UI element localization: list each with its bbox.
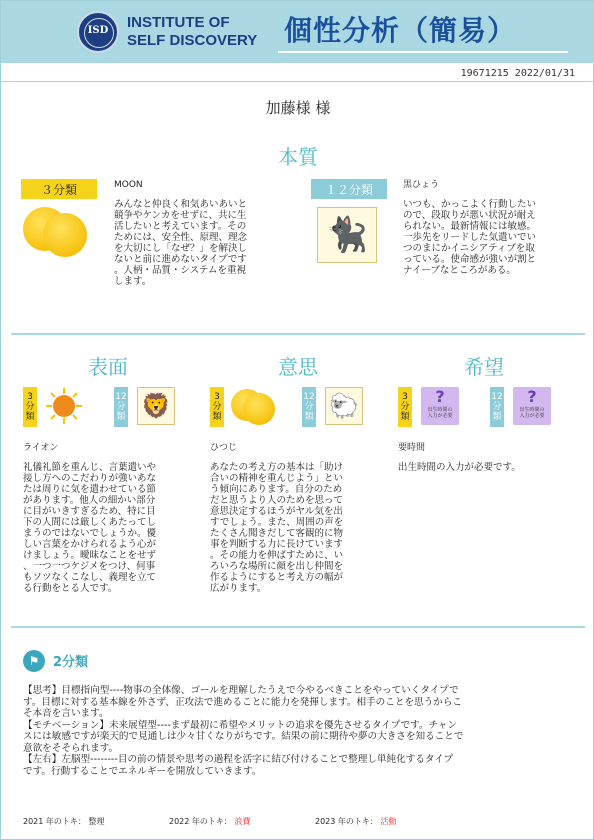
lion-icon: 🦁 <box>137 387 175 425</box>
intention-badge12: 12 分 類 <box>302 387 316 427</box>
essence-left-line: を大切にし「なぜ？」を解決し <box>114 243 248 254</box>
type2-line: 意欲をそそられます。 <box>23 742 119 754</box>
surface-label: ライオン <box>23 443 59 453</box>
hope-text <box>398 462 570 473</box>
surface-line: 礼儀礼節を重んじ、言葉遣いや <box>23 462 157 473</box>
essence-title: 本質 <box>278 145 318 169</box>
footer-2022: 2022 年のトキ： 浪費 <box>169 817 251 826</box>
intention-line: 。その能力を伸ばすために、い <box>210 550 344 561</box>
person-name: 加藤様 様 <box>265 99 331 117</box>
intention-line: 作るようにすると考え方の幅が <box>210 572 344 583</box>
essence-left-line: 競争やケンカをせずに、共に生 <box>114 210 247 221</box>
intention-line: あなたの考え方の基本は「助け <box>210 462 344 473</box>
intention-line: たくさん聞きだして客観的に物 <box>210 528 344 539</box>
essence-right-line: られない。最新情報には敏感。 <box>403 221 537 232</box>
signpost-icon: ⚑ <box>23 650 45 672</box>
essence-left-line: ためには、安全性、原理、理念 <box>114 232 248 243</box>
type2-line: 【モチベーション】未来展望型----まず最初に希望やメリットの追求を優先させるタイプです。チャン <box>23 719 457 731</box>
institute-line1: INSTITUTE OF <box>127 14 230 31</box>
surface-line: けましょう。曖昧なことをせず <box>23 550 157 561</box>
essence-right-line: 一歩先をリードした気遣いでい <box>403 232 537 243</box>
essence-right-text <box>403 199 578 276</box>
intention-title: 意思 <box>278 355 318 379</box>
type2-line: スには敏感ですが楽天的で見通しは少々甘くなりがちです。結果の前に期待や夢の大きさを知ることで <box>23 731 464 742</box>
essence-left-line: します。 <box>114 276 152 287</box>
essence-left-text <box>114 199 289 287</box>
title-underline <box>278 51 568 53</box>
intention-line: すでしょう。また、周囲の声を <box>210 517 344 528</box>
logo-text: ISD <box>87 25 109 36</box>
intention-label: ひつじ <box>210 443 238 453</box>
hope-title: 希望 <box>464 355 504 379</box>
type2-text <box>23 685 575 777</box>
surface-line: たは周りに気を遣わせている節 <box>23 484 157 495</box>
hope-line: 出生時間の入力が必要です。 <box>398 462 521 473</box>
essence-right-line: っている。使命感が強いが割と <box>403 254 537 265</box>
surface-line: に目がいきすぎるため、特に目 <box>23 506 156 517</box>
black-panther-icon: 🐈‍⬛ <box>317 207 377 263</box>
page-title: 個性分析（簡易） <box>284 14 517 47</box>
surface-line: 接し方へのこだわりが強いあな <box>23 473 157 484</box>
section-divider-2 <box>11 626 585 628</box>
surface-line: もソツなくこなし、義理を立て <box>23 572 157 583</box>
section-divider-1 <box>11 333 585 335</box>
surface-title: 表面 <box>88 355 128 379</box>
surface-text <box>23 462 195 594</box>
footer-2021: 2021 年のトキ： 整理 <box>23 817 105 826</box>
institute-line2: SELF DISCOVERY <box>127 32 258 49</box>
surface-line: 下の人間には厳しくあたってし <box>23 517 157 528</box>
moon-bulb-icon <box>231 387 275 425</box>
question-icon: ? 出生時間の 入力が必要 <box>513 387 551 425</box>
type2-line: そ本音を言います。 <box>23 708 109 719</box>
institute-name <box>127 14 257 50</box>
surface-line: 、一つ一つケジメをつけ、何事 <box>23 561 156 572</box>
hope-badge3: 3 分 類 <box>398 387 412 427</box>
moon-bulb-icon <box>23 205 89 259</box>
intention-line: ろいろな場所に顔を出し仲間を <box>210 561 344 572</box>
header-bar <box>1 1 594 63</box>
essence-right-label: 黒ひょう <box>403 180 440 190</box>
surface-line: しい言葉をかけられるよう心が <box>23 539 157 550</box>
essence-right-line: ので、段取りが悪い状況が耐え <box>403 210 536 221</box>
essence-left-badge: ３分類 <box>21 179 97 199</box>
essence-left-line: ないと前に進めないタイプです <box>114 254 247 265</box>
intention-line: う傾向にあります。自分のため <box>210 484 343 495</box>
sun-icon <box>45 387 83 425</box>
type2-line: です。行動することでエネルギーを開放していきます。 <box>23 765 262 777</box>
hope-label: 要時間 <box>398 443 426 453</box>
intention-line: 事を判断する力に長けています <box>210 539 344 550</box>
intention-text <box>210 462 382 594</box>
question-icon: ? 出生時間の 入力が必要 <box>421 387 459 425</box>
surface-badge12: 12 分 類 <box>114 387 128 427</box>
essence-right-line: いつも、かっこよく行動したい <box>403 199 537 210</box>
surface-line: る行動をとる人です。 <box>23 583 118 594</box>
intention-line: 合いの精神を重んじよう」とい <box>210 473 344 484</box>
hope-badge12: 12 分 類 <box>490 387 504 427</box>
footer-2023: 2023 年のトキ： 活動 <box>315 817 397 826</box>
surface-line: まうのではないでしょうか。優 <box>23 528 157 539</box>
intention-line: 意思決定するほうがヤル気を出 <box>210 506 343 517</box>
essence-left-line: みんなと仲良く和気あいあいと <box>114 199 248 210</box>
essence-left-line: 活したいと考えています。その <box>114 221 247 232</box>
isd-logo <box>77 11 119 53</box>
type2-line: 【思考】目標指向型----物事の全体像、ゴールを理解したうえで今やるべきことをやっていくタイプで <box>23 685 459 696</box>
sheep-icon: 🐑 <box>325 387 363 425</box>
date-divider <box>1 81 594 82</box>
intention-badge3: 3 分 類 <box>210 387 224 427</box>
type2-title: 2分類 <box>53 655 89 670</box>
essence-left-label: MOON <box>114 180 143 190</box>
type2-line: す。目標に対する基本線を外さず、正攻法で進めることに能力を発揮します。相手のことを思うからこ <box>23 696 463 708</box>
essence-right-badge: １２分類 <box>311 179 387 199</box>
intention-line: だと思うより人のためを思って <box>210 495 344 506</box>
essence-left-line: 。人柄・品質・システムを重視 <box>114 265 247 276</box>
surface-line: があります。他人の細かい部分 <box>23 495 156 506</box>
type2-line: 【左右】左脳型--------目の前の情景や思考の過程を活字に結び付けることで整理し単純化するタイプ <box>23 754 454 765</box>
intention-line: 広がります。 <box>210 583 267 594</box>
surface-badge3: 3 分 類 <box>23 387 37 427</box>
essence-right-line: ナイーブなところがある。 <box>403 265 516 276</box>
date-stamp: 19671215 2022/01/31 <box>460 68 575 79</box>
essence-right-line: つのまにかイニシアティブを取 <box>403 243 535 254</box>
